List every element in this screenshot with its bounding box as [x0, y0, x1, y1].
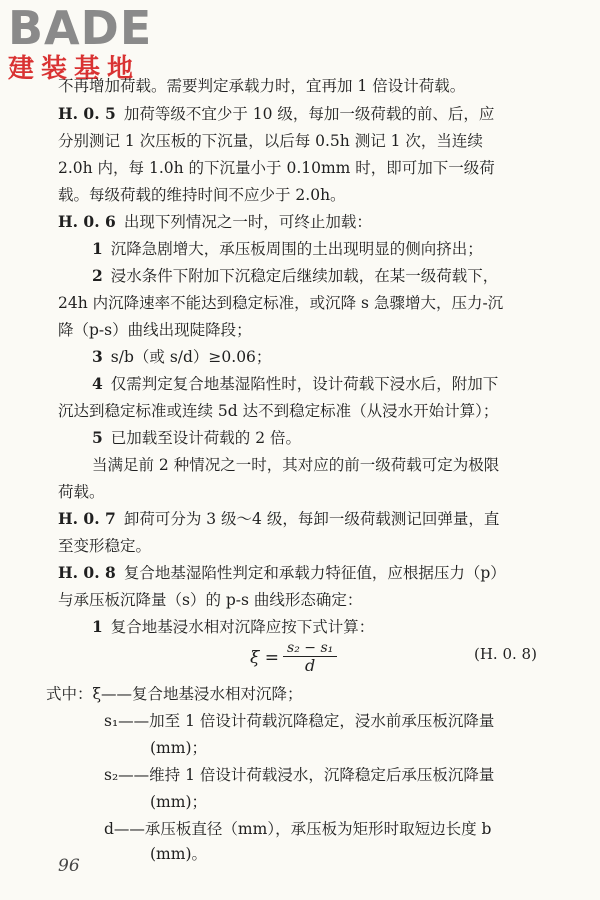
definition-d-unit: (mm)。	[150, 845, 207, 863]
item-text: 沉降急剧增大，承压板周围的土出现明显的侧向挤出；	[110, 240, 483, 258]
clause-h07	[58, 509, 578, 529]
clause-text: 卸荷可分为 3 级～4 级，每卸一级荷载测记回弹量，直	[123, 510, 500, 528]
formula-fraction	[283, 640, 337, 675]
list-item	[92, 347, 578, 367]
page-number: 96	[58, 856, 80, 876]
item-number: 1	[92, 239, 103, 258]
item-text: 复合地基浸水相对沉降应按下式计算：	[110, 618, 375, 636]
definition-s1: s₁——加至 1 倍设计荷载沉降稳定，浸水前承压板沉降量	[104, 712, 495, 730]
text-line: 降（p-s）曲线出现陡降段；	[58, 321, 252, 339]
text-line: 分别测记 1 次压板的下沉量，以后每 0.5h 测记 1 次，当连续	[58, 132, 483, 150]
text-line: 24h 内沉降速率不能达到稳定标准，或沉降 s 急骤增大，压力-沉	[58, 294, 504, 312]
clause-text: 加荷等级不宜少于 10 级，每加一级荷载的前、后，应	[123, 105, 495, 123]
clause-label: H. 0. 5	[58, 104, 116, 123]
list-item	[92, 428, 578, 448]
list-item	[92, 266, 578, 286]
equation-number: (H. 0. 8)	[474, 645, 537, 663]
list-item	[92, 239, 578, 259]
clause-h08	[58, 563, 578, 583]
definition-s2-unit: (mm)；	[150, 793, 207, 811]
clause-h06	[58, 212, 578, 232]
item-number: 1	[92, 617, 103, 636]
item-number: 3	[92, 347, 103, 366]
item-number: 4	[92, 374, 103, 393]
definition-s2: s₂——维持 1 倍设计荷载浸水，沉降稳定后承压板沉降量	[104, 766, 495, 784]
clause-text: 复合地基湿陷性判定和承载力特征值，应根据压力（p）	[123, 564, 506, 582]
formula-denominator: d	[305, 656, 316, 675]
text-line: 至变形稳定。	[58, 537, 152, 555]
watermark-logo	[8, 1, 153, 84]
definition-s1-unit: (mm)；	[150, 739, 207, 757]
item-text: 仅需判定复合地基湿陷性时，设计荷载下浸水后，附加下	[110, 375, 499, 393]
clause-h05	[58, 104, 578, 124]
text-line: 荷载。	[58, 483, 105, 501]
formula-h08	[250, 640, 337, 675]
item-text: s/b（或 s/d）≥0.06；	[110, 348, 272, 366]
item-number: 2	[92, 266, 103, 285]
item-number: 5	[92, 428, 103, 447]
text-line: 不再增加荷载。需要判定承载力时，宜再加 1 倍设计荷载。	[58, 77, 466, 95]
list-item	[92, 374, 578, 394]
formula-numerator: s₂ − s₁	[283, 640, 337, 657]
clause-label: H. 0. 8	[58, 563, 116, 582]
text-line: 与承压板沉降量（s）的 p-s 曲线形态确定：	[58, 591, 363, 609]
text-line: 2.0h 内，每 1.0h 的下沉量小于 0.10mm 时，即可加下一级荷	[58, 159, 495, 177]
formula-lhs: ξ =	[250, 647, 280, 668]
definition-d: d——承压板直径（mm），承压板为矩形时取短边长度 b	[104, 820, 492, 838]
clause-text: 出现下列情况之一时，可终止加载：	[123, 213, 372, 231]
text-line: 当满足前 2 种情况之一时，其对应的前一级荷载可定为极限	[92, 456, 500, 474]
clause-label: H. 0. 7	[58, 509, 116, 528]
logo-latin-text: BADE	[8, 1, 153, 55]
definition-intro: 式中：ξ——复合地基浸水相对沉降；	[46, 685, 303, 703]
item-text: 已加载至设计荷载的 2 倍。	[110, 429, 302, 447]
list-item	[92, 617, 578, 637]
text-line: 沉达到稳定标准或连续 5d 达不到稳定标准（从浸水开始计算）；	[58, 402, 499, 420]
logo-cjk-text: 建装基地	[8, 54, 141, 84]
clause-label: H. 0. 6	[58, 212, 116, 231]
text-line: 载。每级荷载的维持时间不应少于 2.0h。	[58, 186, 346, 204]
item-text: 浸水条件下附加下沉稳定后继续加载，在某一级荷载下，	[110, 267, 499, 285]
